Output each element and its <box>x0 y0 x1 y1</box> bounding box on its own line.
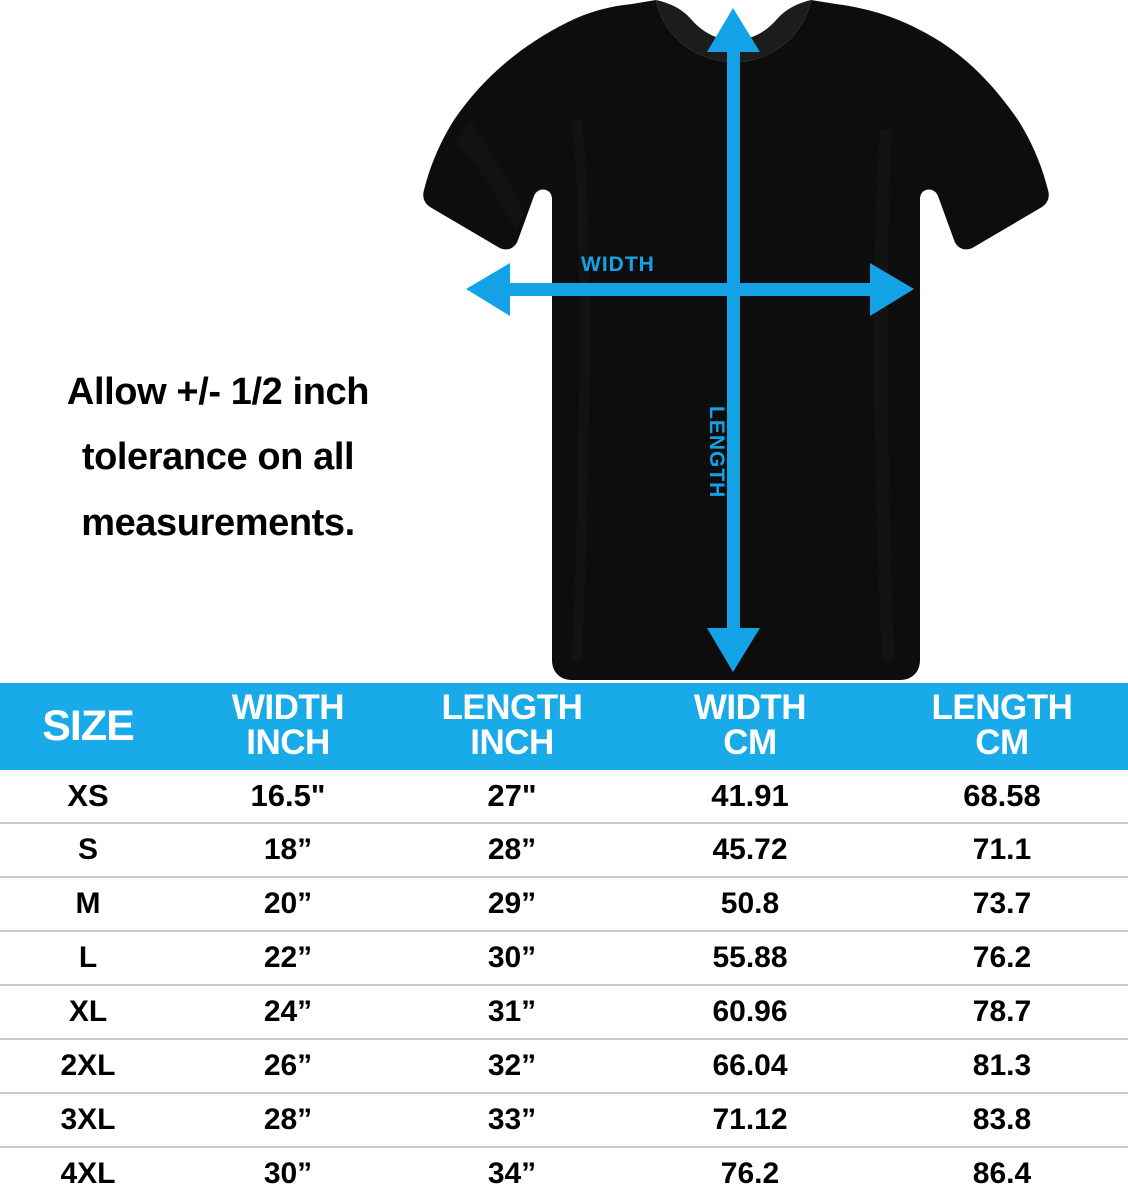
cell-length-inch: 33” <box>400 1093 624 1147</box>
table-row <box>0 1147 1128 1200</box>
table-row <box>0 877 1128 931</box>
tshirt-svg <box>320 0 1060 683</box>
cell-length-inch: 34” <box>400 1147 624 1200</box>
column-header-size: SIZE <box>0 683 176 770</box>
cell-width-cm: 66.04 <box>624 1039 876 1093</box>
table-row <box>0 770 1128 823</box>
table-row <box>0 985 1128 1039</box>
cell-width-inch: 16.5" <box>176 770 400 823</box>
cell-width-cm: 76.2 <box>624 1147 876 1200</box>
width-arrow-label: WIDTH <box>581 253 655 276</box>
column-header-length-inch-unit: INCH <box>470 723 554 763</box>
cell-width-inch: 20” <box>176 877 400 931</box>
cell-length-cm: 81.3 <box>876 1039 1128 1093</box>
cell-width-inch: 30” <box>176 1147 400 1200</box>
cell-length-cm: 76.2 <box>876 931 1128 985</box>
table-header-row <box>0 683 1128 770</box>
cell-size: L <box>0 931 176 985</box>
table-header <box>0 683 1128 770</box>
cell-width-inch: 22” <box>176 931 400 985</box>
column-header-width-cm-label: WIDTH <box>693 688 807 727</box>
cell-length-inch: 27" <box>400 770 624 823</box>
tolerance-note: Allow +/- 1/2 inch tolerance on all measurements. <box>66 371 370 544</box>
cell-length-inch: 30” <box>400 931 624 985</box>
cell-width-cm: 60.96 <box>624 985 876 1039</box>
column-header-length-cm-unit: CM <box>975 723 1029 763</box>
cell-size: 2XL <box>0 1039 176 1093</box>
cell-length-cm: 73.7 <box>876 877 1128 931</box>
cell-length-inch: 29” <box>400 877 624 931</box>
table-body <box>0 770 1128 1200</box>
cell-width-inch: 28” <box>176 1093 400 1147</box>
cell-width-cm: 50.8 <box>624 877 876 931</box>
cell-size: 3XL <box>0 1093 176 1147</box>
column-header-length-inch-label: LENGTH <box>441 688 583 727</box>
cell-width-inch: 24” <box>176 985 400 1039</box>
size-chart-table <box>0 683 1128 1200</box>
cell-length-cm: 68.58 <box>876 770 1128 823</box>
cell-length-cm: 83.8 <box>876 1093 1128 1147</box>
column-header-length-inch <box>400 683 624 770</box>
tshirt-graphic <box>320 0 1060 683</box>
column-header-width-inch-unit: INCH <box>246 723 330 763</box>
column-header-width-cm-unit: CM <box>723 723 777 763</box>
table-row <box>0 823 1128 877</box>
cell-size: XS <box>0 770 176 823</box>
cell-length-inch: 28” <box>400 823 624 877</box>
cell-size: M <box>0 877 176 931</box>
cell-width-cm: 41.91 <box>624 770 876 823</box>
table-row <box>0 931 1128 985</box>
length-arrow-label: LENGTH <box>705 406 728 499</box>
column-header-width-inch <box>176 683 400 770</box>
column-header-length-cm-label: LENGTH <box>931 688 1073 727</box>
cell-length-cm: 78.7 <box>876 985 1128 1039</box>
table-row <box>0 1093 1128 1147</box>
cell-width-inch: 18” <box>176 823 400 877</box>
cell-size: XL <box>0 985 176 1039</box>
cell-length-cm: 86.4 <box>876 1147 1128 1200</box>
cell-length-inch: 32” <box>400 1039 624 1093</box>
cell-width-inch: 26” <box>176 1039 400 1093</box>
cell-length-cm: 71.1 <box>876 823 1128 877</box>
cell-width-cm: 71.12 <box>624 1093 876 1147</box>
column-header-width-cm <box>624 683 876 770</box>
column-header-width-inch-label: WIDTH <box>231 688 345 727</box>
column-header-length-cm <box>876 683 1128 770</box>
cell-size: 4XL <box>0 1147 176 1200</box>
cell-width-cm: 55.88 <box>624 931 876 985</box>
cell-length-inch: 31” <box>400 985 624 1039</box>
table-row <box>0 1039 1128 1093</box>
cell-width-cm: 45.72 <box>624 823 876 877</box>
cell-size: S <box>0 823 176 877</box>
